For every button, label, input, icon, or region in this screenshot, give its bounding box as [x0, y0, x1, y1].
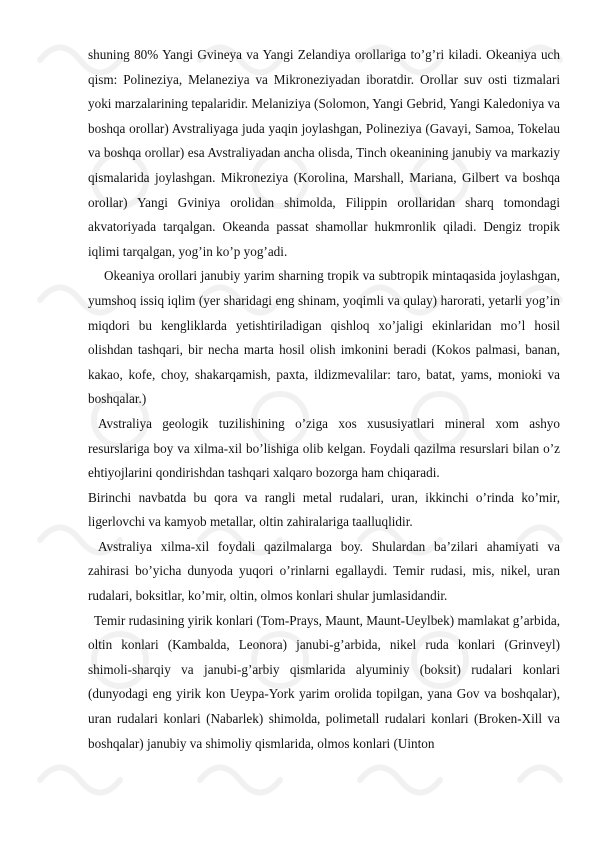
paragraph-1: shuning 80% Yangi Gvineya va Yangi Zelandiya orollariga to’g’ri kiladi. Okeaniya uch qism: Polineziya, Melaneziya va Mikroneziyadan iboratdir. Orollar suv osti tizmalari yoki marzalarining tepalaridir. Melaniziya (Solomon, Yangi Gebrid, Yangi Kaledoniya va boshqa orollar) Avstraliyaga juda yaqin joylashgan, Polineziya (Gavayi, Samoa, Tokelau va boshqa orollar) esa Avstraliyadan ancha olisda, Tinch okeanining janubiy va markaziy qismalarida joylashgan. Mikroneziya (Korolina, Marshall, Mariana, Gilbert va boshqa orollar) Yangi Gviniya orolidan shimolda, Filippin orollaridan sharq tomondagi akvatoriyada tarqalgan. Okeanda passat shamollar hukmronlik qiladi. Dengiz tropik iqlimi tarqalgan, yog’in ko’p yog’adi. [88, 47, 560, 259]
paragraph-2: Okeaniya orollari janubiy yarim sharning tropik va subtropik mintaqasida joylashgan, yumshoq issiq iqlim (yer sharidagi eng shinam, yoqimli va qulay) harorati, yetarli yog’in miqdori bu kengliklarda yetishtiriladigan qishloq xo’jaligi ekinlaridan mo’l hosil olishdan tashqari, bir necha marta hosil olish imkonini beradi (Kokos palmasi, banan, kakao, kofe, choy, shakarqamish, paxta, ildizmevalilar: taro, batat, yams, monioki va boshqalar.) [88, 268, 560, 407]
document-body [88, 43, 560, 756]
paragraph-3: Avstraliya geologik tuzilishining o’ziga xos xususiyatlari mineral xom ashyo resurslariga boy va xilma-xil bo’lishiga olib kelgan. Foydali qazilma resurslari bilan o’z ehtiyojlarini qondirishdan tashqari xalqaro bozorga ham chiqaradi. [88, 415, 560, 481]
paragraph-4: Birinchi navbatda bu qora va rangli metal rudalari, uran, ikkinchi o’rinda ko’mir, ligerlovchi va kamyob metallar, oltin zahiralariga taalluqlidir. [88, 489, 560, 530]
paragraph-5: Avstraliya xilma-xil foydali qazilmalarga boy. Shulardan ba’zilari ahamiyati va zahirasi bo’yicha dunyoda yuqori o’rinlarni egallaydi. Temir rudasi, mis, nikel, uran rudalari, boksitlar, ko’mir, oltin, olmos konlari shular jumlasidandir. [88, 538, 560, 604]
paragraph-6: Temir rudasining yirik konlari (Tom-Prays, Maunt, Maunt-Ueylbek) mamlakat g’arbida, oltin konlari (Kambalda, Leonora) janubi-g’arbida, nikel ruda konlari (Grinveyl) shimoli-sharqiy va janubi-g’arbiy qismlarida alyuminiy (boksit) rudalari konlari (dunyodagi eng yirik kon Ueypa-York yarim orolida topilgan, yana Gov va boshqalar), uran rudalari konlari (Nabarlek) shimolda, polimetall rudalari konlari (Broken-Xill va boshqalar) janubiy va shimoliy qismlarida, olmos konlari (Uinton [88, 612, 560, 751]
